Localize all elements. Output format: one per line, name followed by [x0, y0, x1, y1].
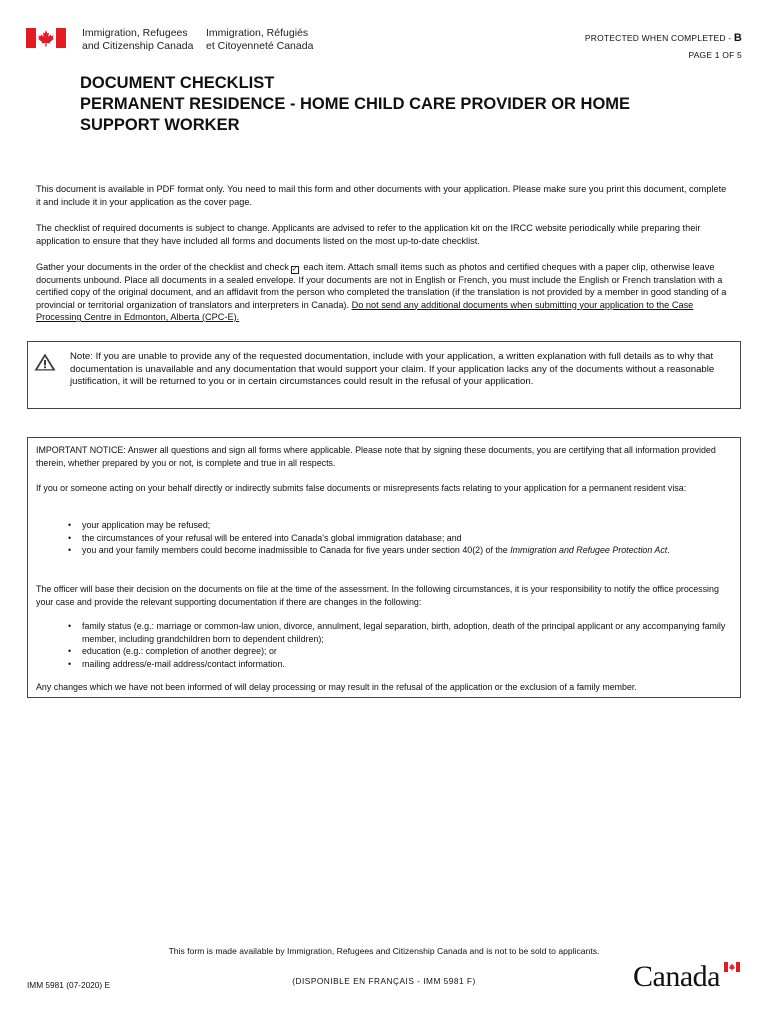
changes-warning-paragraph: Any changes which we have not been informed of will delay processing or may result in the refusal of the application or the exclusion of a family member. — [36, 682, 637, 692]
important-notice-paragraph: IMPORTANT NOTICE: Answer all questions and sign all forms where applicable. Please note that by signing these documents, you are certifying that all information provided therein, whether prepared by you or not, is complete and true in all respects. — [36, 445, 716, 468]
list-item: • your application may be refused; — [68, 519, 728, 532]
intro-paragraph-checklist-change: The checklist of required documents is subject to change. Applicants are advised to refer to the application kit on the IRCC website periodically while preparing their application to ensure that they have included all forms and documents listed on the most up-to-date checklist. — [36, 223, 701, 246]
protected-level: B — [733, 32, 742, 44]
wordmark-flag-icon — [724, 962, 740, 972]
form-code: IMM 5981 (07-2020) E — [27, 980, 111, 990]
protected-label: PROTECTED WHEN COMPLETED - B — [584, 32, 742, 44]
list-item: • family status (e.g.: marriage or common-law union, divorce, annulment, legal separation, birth, adoption, death of the principal applicant or any accompanying family member, including grandchildren born to dependent children); — [68, 620, 728, 645]
canada-flag-icon — [26, 28, 66, 48]
consequences-list — [68, 519, 728, 557]
canada-wordmark: Canada — [633, 960, 720, 993]
footer-note: This form is made available by Immigration, Refugees and Citizenship Canada and is not to be sold to applicants. — [168, 946, 600, 956]
department-name-french: Immigration, Réfugiés et Citoyenneté Canada — [206, 27, 314, 52]
list-item: • education (e.g.: completion of another degree); or — [68, 645, 728, 658]
page-title: DOCUMENT CHECKLIST PERMANENT RESIDENCE - HOME CHILD CARE PROVIDER OR HOME SUPPORT WORKER — [80, 74, 631, 134]
intro-paragraph-gather-documents: Gather your documents in the order of the checklist and check ✓ each item. Attach small items such as photos and certified cheques with a paper clip, otherwise leave documents unbound. Place all documents in a sealed envelope. If your documents are not in English or French, you must include the English or French translation with a certified copy of the original document, and an affidavit from the person who completed the translation (if the translation is not provided by a member in good standing of a provincial or territorial organization of translators and interpreters in Canada). Do not send any additional documents when submitting your application to the Case Processing Centre in Edmonton, Alberta (CPC-E). — [36, 262, 727, 322]
officer-decision-paragraph: The officer will base their decision on the documents on file at the time of the assessment. In the following circumstances, it is your responsibility to notify the office processing your case and provide the relevant supporting documentation if there are changes in the following: — [36, 584, 719, 607]
act-name: Immigration and Refugee Protection Act — [510, 545, 668, 555]
list-item: • mailing address/e-mail address/contact information. — [68, 658, 728, 671]
french-availability: (DISPONIBLE EN FRANÇAIS - IMM 5981 F) — [292, 976, 476, 986]
do-not-send-notice: Do not send any additional documents when submitting your application to the Case Processing Centre in Edmonton, Alberta (CPC-E). — [36, 299, 694, 322]
note-text: Note: If you are unable to provide any of the requested documentation, include with your application, a written explanation with full details as to why that documentation is unavailable and any documentation that would support your claim. If your application lacks any of the documents without a reasonable justification, it will be returned to you or in certain circumstances could result in the refusal of your application. — [70, 351, 715, 388]
changes-list — [68, 620, 728, 670]
checkbox-icon: ✓ — [291, 266, 298, 273]
page-indicator: PAGE 1 OF 5 — [688, 50, 742, 60]
misrepresentation-paragraph: If you or someone acting on your behalf directly or indirectly submits false documents or misrepresents facts relating to your application for a permanent resident visa: — [36, 483, 687, 493]
warning-icon — [33, 352, 57, 372]
intro-paragraph-pdf: This document is available in PDF format only. You need to mail this form and other documents with your application. Please make sure you print this document, complete it and include it in your application as the cover page. — [36, 184, 727, 207]
department-name-english: Immigration, Refugees and Citizenship Canada — [82, 27, 194, 52]
list-item: • you and your family members could become inadmissible to Canada for five years under section 40(2) of the Immigration and Refugee Protection Act. — [68, 544, 728, 557]
list-item: • the circumstances of your refusal will be entered into Canada's global immigration database; and — [68, 532, 728, 545]
